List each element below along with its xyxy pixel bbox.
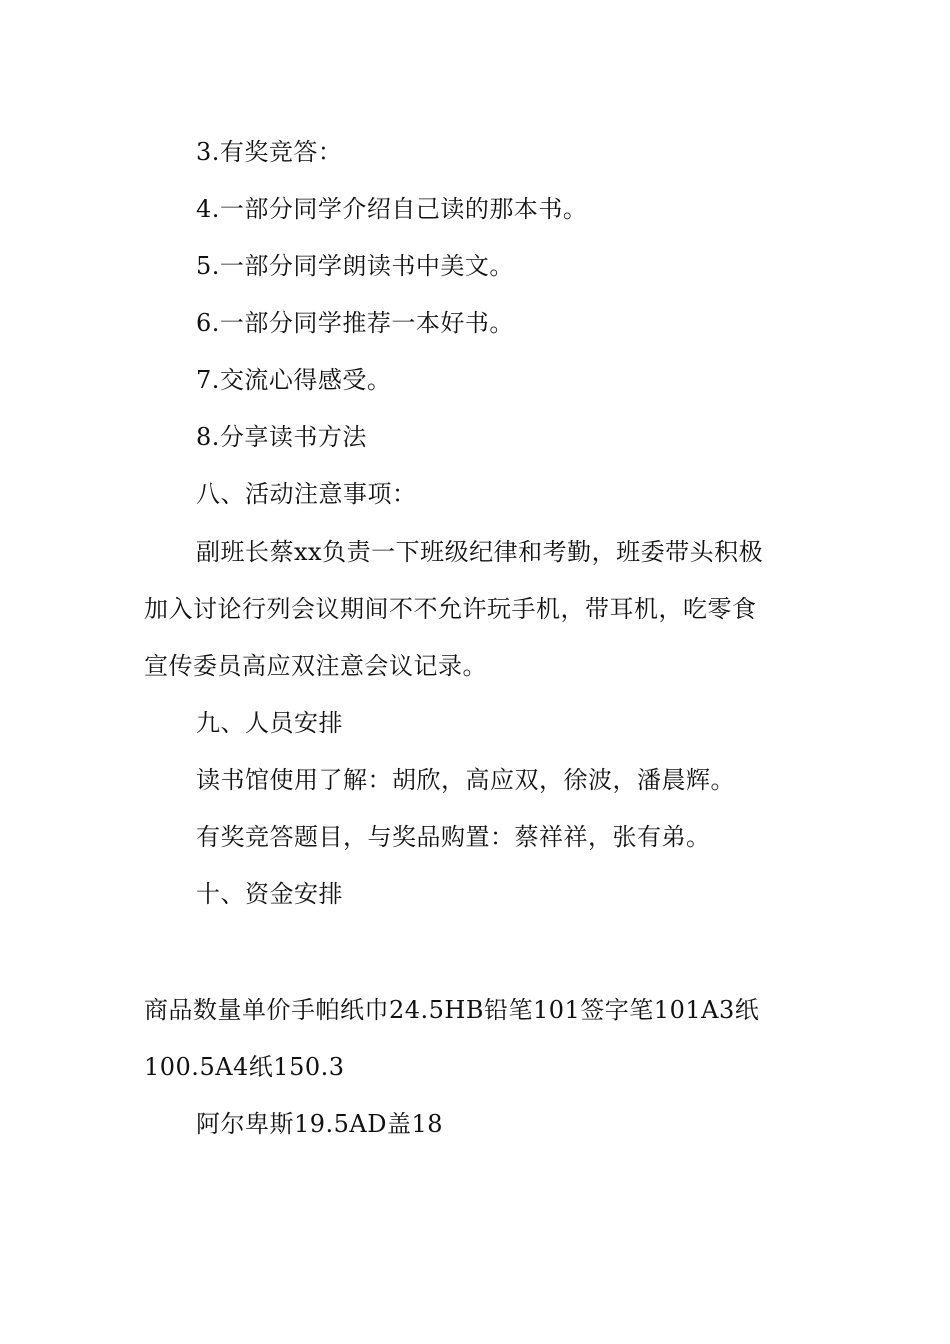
staff-reading-room: 读书馆使用了解：胡欣，高应双，徐波，潘晨辉。 <box>196 766 735 794</box>
section-8-heading: 八、活动注意事项： <box>196 480 417 508</box>
notes-paragraph-line-3: 宣传委员高应双注意会议记录。 <box>144 652 487 680</box>
item-5-reading-aloud: 5.一部分同学朗读书中美文。 <box>196 252 514 280</box>
staff-quiz-prizes: 有奖竞答题目，与奖品购置：蔡祥祥，张有弟。 <box>196 823 711 851</box>
item-3-quiz: 3.有奖竞答： <box>196 138 343 166</box>
budget-line-3: 阿尔卑斯19.5AD盖18 <box>196 1110 444 1138</box>
notes-paragraph-line-1: 副班长蔡xx负责一下班级纪律和考勤，班委带头积极 <box>196 538 764 566</box>
section-10-heading: 十、资金安排 <box>196 880 343 908</box>
notes-paragraph-line-2: 加入讨论行列会议期间不不允许玩手机，带耳机，吃零食 <box>144 595 757 623</box>
budget-line-1: 商品数量单价手帕纸巾24.5HB铅笔101签字笔101A3纸 <box>144 996 760 1024</box>
item-6-book-recommendation: 6.一部分同学推荐一本好书。 <box>196 309 514 337</box>
section-9-heading: 九、人员安排 <box>196 709 343 737</box>
item-8-reading-methods: 8.分享读书方法 <box>196 423 367 451</box>
item-4-book-intro: 4.一部分同学介绍自己读的那本书。 <box>196 195 588 223</box>
budget-line-2: 100.5A4纸150.3 <box>144 1053 345 1081</box>
item-7-share-feelings: 7.交流心得感受。 <box>196 366 392 394</box>
